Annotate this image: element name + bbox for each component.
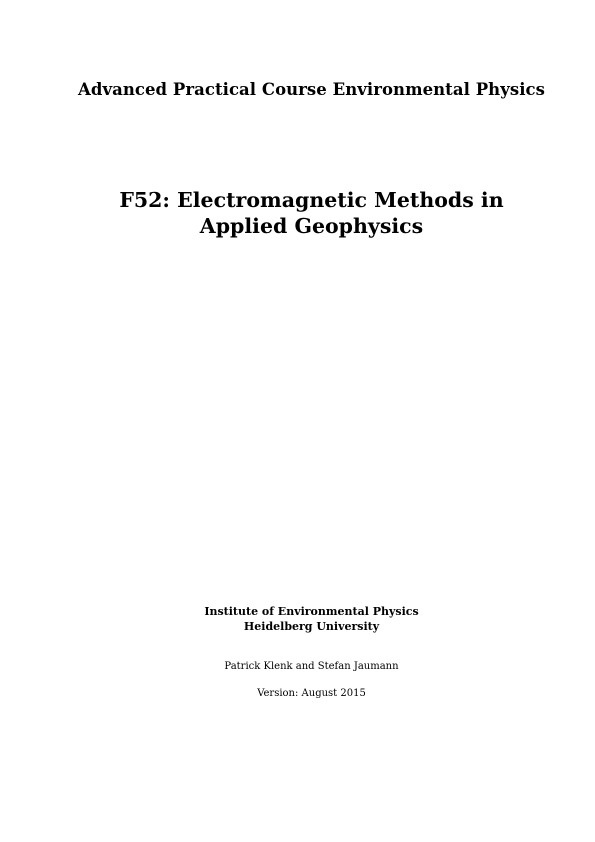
document-title-line-1: F52: Electromagnetic Methods in [119, 188, 504, 212]
course-name: Advanced Practical Course Environmental Physics [78, 80, 545, 99]
document-title-line-2: Applied Geophysics [199, 214, 424, 238]
document-title [0, 187, 595, 239]
institute-name: Institute of Environmental Physics [204, 605, 419, 618]
authors: Patrick Klenk and Stefan Jaumann [224, 661, 399, 672]
institute-block [0, 604, 595, 634]
version-line: Version: August 2015 [257, 688, 366, 699]
university-name: Heidelberg University [243, 620, 380, 633]
